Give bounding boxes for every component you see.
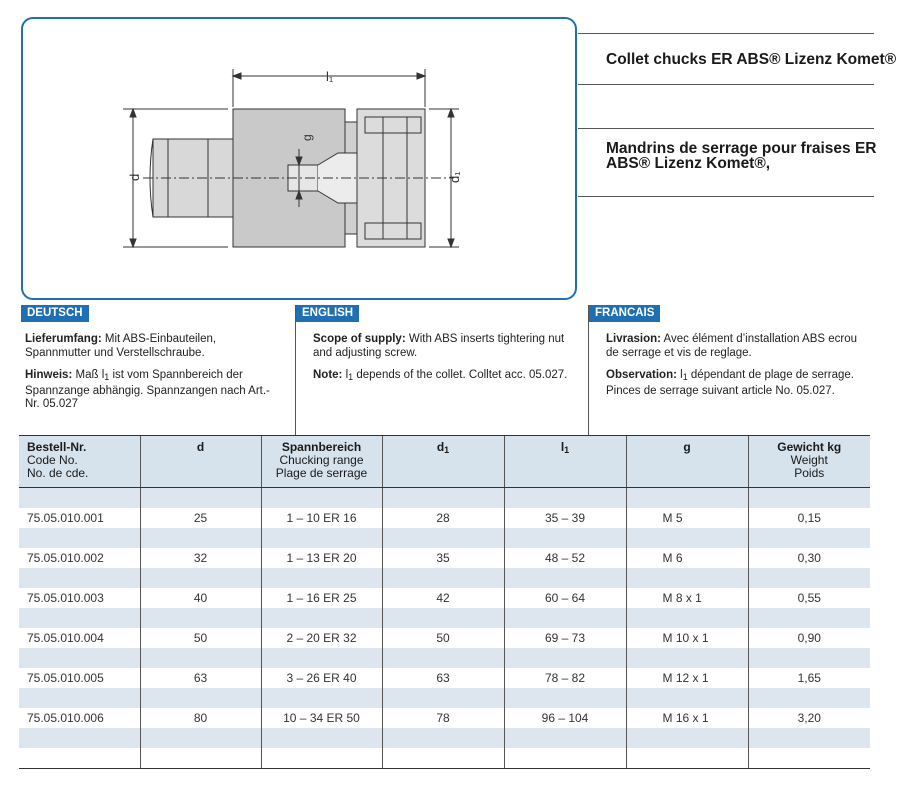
- title-french: Mandrins de serrage pour fraises ER ABS® Lizenz Komet®,: [606, 140, 877, 172]
- header-g: g: [626, 436, 748, 488]
- header-code: Bestell-Nr. Code No. No. de cde.: [19, 436, 140, 488]
- cell-g: M 8 x 1: [626, 588, 748, 608]
- spacer-row: [19, 488, 870, 509]
- g-dimension-label: g: [300, 134, 314, 141]
- title-english: Collet chucks ER ABS® Lizenz Komet®: [606, 51, 897, 68]
- english-note: Note: l1 depends of the collet. Colltet acc. 05.027.: [313, 369, 568, 382]
- d-dimension-label: d: [127, 173, 142, 181]
- cell-g: M 6: [626, 548, 748, 568]
- cell-g: M 10 x 1: [626, 628, 748, 648]
- cell-d1: 42: [382, 588, 504, 608]
- cell-g: M 16 x 1: [626, 708, 748, 728]
- divider-deutsch-english: [295, 305, 296, 435]
- technical-drawing-panel: [21, 17, 577, 300]
- cell-l1: 60 – 64: [504, 588, 626, 608]
- cell-code: 75.05.010.002: [27, 551, 104, 565]
- tab-english: ENGLISH: [296, 305, 359, 322]
- cell-l1: 96 – 104: [504, 708, 626, 728]
- header-range: Spannbereich Chucking range Plage de serrage: [261, 436, 382, 488]
- spacer-row: [19, 568, 870, 588]
- table-row: [19, 548, 870, 568]
- cell-d1: 35: [382, 548, 504, 568]
- header-l1: l1: [504, 436, 626, 488]
- tab-deutsch: DEUTSCH: [21, 305, 89, 322]
- divider-english-francais: [588, 305, 589, 435]
- cell-d1: 63: [382, 668, 504, 688]
- cell-weight: 0,30: [748, 548, 870, 568]
- table-row: [19, 588, 870, 608]
- l1-dimension-label: l₁: [326, 69, 334, 84]
- deutsch-supply: Lieferumfang: Mit ABS-Einbauteilen, Spannmutter und Verstellschraube.: [25, 333, 217, 359]
- cell-range: 1 – 13 ER 20: [261, 548, 382, 568]
- cell-d: 63: [140, 668, 261, 688]
- header-weight: Gewicht kg Weight Poids: [748, 436, 870, 488]
- cell-d1: 78: [382, 708, 504, 728]
- header-d1: d1: [382, 436, 504, 488]
- table-row: [19, 628, 870, 648]
- product-table: [19, 435, 870, 769]
- title-rule-top: [578, 33, 874, 34]
- table-row: [19, 508, 870, 528]
- deutsch-text: [25, 333, 280, 421]
- tab-francais: FRANCAIS: [589, 305, 660, 322]
- cell-d1: 50: [382, 628, 504, 648]
- cell-code: 75.05.010.001: [27, 511, 104, 525]
- spacer-row: [19, 528, 870, 548]
- cell-l1: 35 – 39: [504, 508, 626, 528]
- spacer-row: [19, 648, 870, 668]
- table-row: [19, 668, 870, 688]
- cell-l1: 78 – 82: [504, 668, 626, 688]
- cell-code: 75.05.010.004: [27, 631, 104, 645]
- cell-d: 32: [140, 548, 261, 568]
- cell-d: 50: [140, 628, 261, 648]
- cell-d: 80: [140, 708, 261, 728]
- francais-supply: Livrasion: Avec élément d’installation ABS ecrou de serrage et vis de reglage.: [606, 333, 858, 359]
- table-header-row: [19, 436, 870, 488]
- cell-d: 25: [140, 508, 261, 528]
- cell-weight: 0,90: [748, 628, 870, 648]
- collet-chuck-drawing: [23, 19, 575, 298]
- cell-g: M 12 x 1: [626, 668, 748, 688]
- cell-range: 1 – 10 ER 16: [261, 508, 382, 528]
- d1-dimension-label: d₁: [447, 171, 462, 183]
- cell-range: 1 – 16 ER 25: [261, 588, 382, 608]
- cell-code: 75.05.010.003: [27, 591, 104, 605]
- spacer-row: [19, 728, 870, 748]
- francais-note: Observation: l1 dépendant de plage de serrage. Pinces de serrage suivant article No. 05.027.: [606, 369, 854, 397]
- cell-code: 75.05.010.005: [27, 671, 104, 685]
- title-rule-2: [578, 84, 874, 85]
- cell-range: 2 – 20 ER 32: [261, 628, 382, 648]
- english-supply: Scope of supply: With ABS inserts tightering nut and adjusting screw.: [313, 333, 565, 359]
- header-d: d: [140, 436, 261, 488]
- francais-text: [606, 333, 868, 407]
- cell-l1: 48 – 52: [504, 548, 626, 568]
- cell-range: 10 – 34 ER 50: [261, 708, 382, 728]
- cell-weight: 1,65: [748, 668, 870, 688]
- cell-weight: 0,55: [748, 588, 870, 608]
- empty-row: [19, 748, 870, 769]
- spacer-row: [19, 688, 870, 708]
- cell-code: 75.05.010.006: [27, 711, 104, 725]
- cell-l1: 69 – 73: [504, 628, 626, 648]
- cell-d1: 28: [382, 508, 504, 528]
- cell-weight: 0,15: [748, 508, 870, 528]
- cell-g: M 5: [626, 508, 748, 528]
- cell-weight: 3,20: [748, 708, 870, 728]
- table-row: [19, 708, 870, 728]
- spacer-row: [19, 608, 870, 628]
- title-rule-bottom: [578, 196, 874, 197]
- english-text: [313, 333, 575, 394]
- cell-d: 40: [140, 588, 261, 608]
- cell-range: 3 – 26 ER 40: [261, 668, 382, 688]
- deutsch-note: Hinweis: Maß l1 ist vom Spannbereich der Spannzange abhängig. Spannzangen nach Art.-Nr. 05.027: [25, 369, 270, 410]
- title-rule-3: [578, 128, 874, 129]
